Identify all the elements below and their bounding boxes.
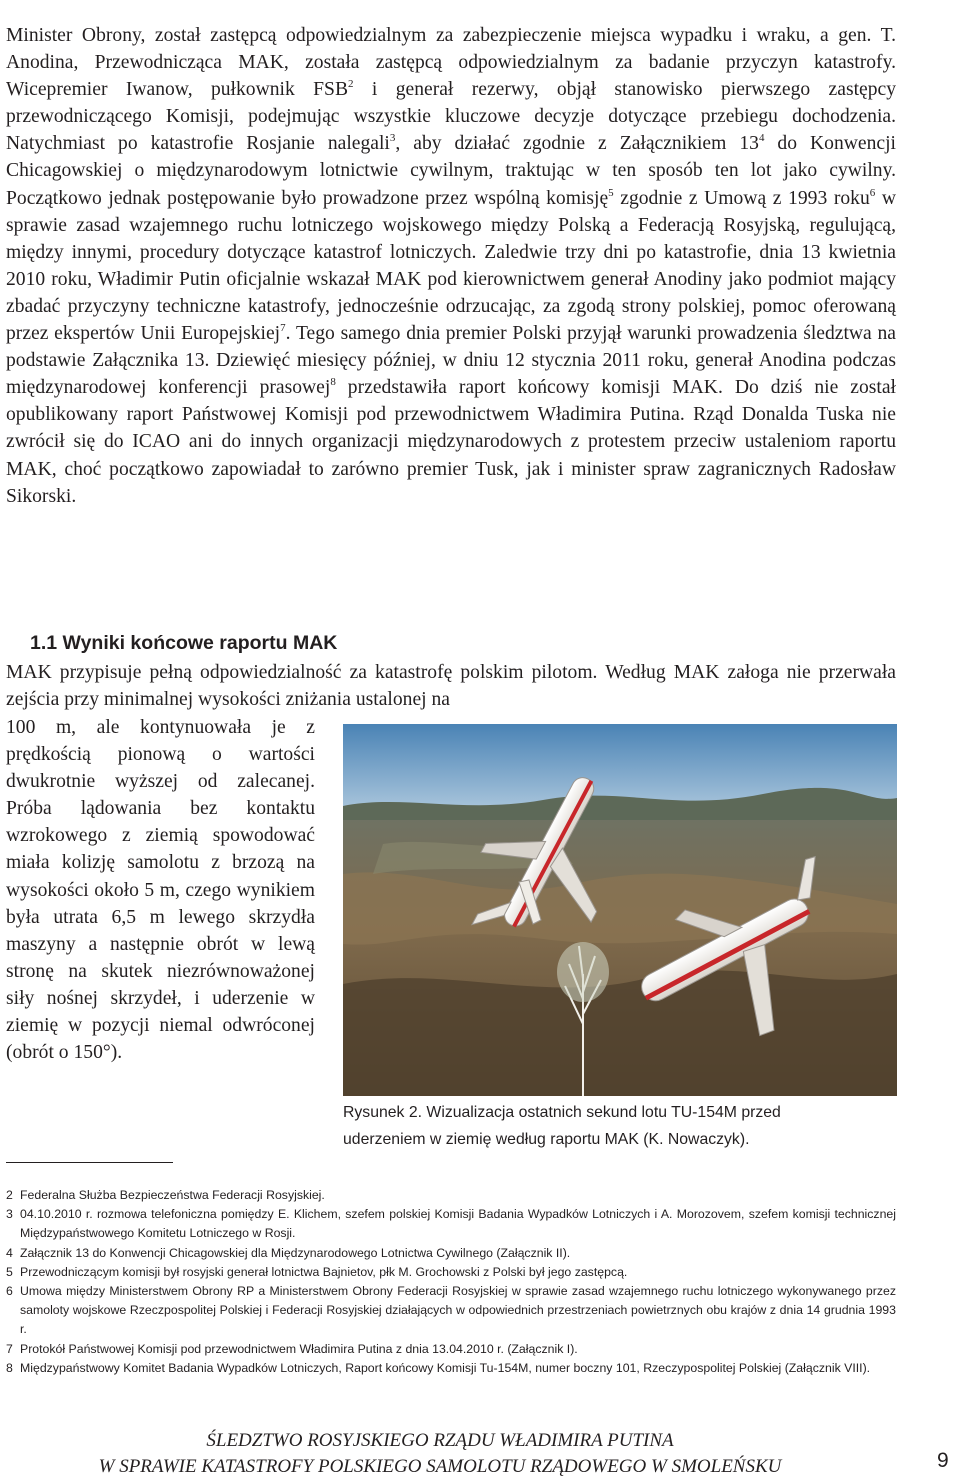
footnote-item [6, 1359, 896, 1378]
footnote-ref-8[interactable]: 8 [330, 376, 336, 389]
section-lead-paragraph: MAK przypisuje pełną odpowiedzialność za katastrofę polskim pilotom. Według MAK załoga nie przerwała zejścia przy minimalnej wysokości zniżania ustalonej na [6, 662, 896, 711]
footnote-number: 4 [6, 1245, 13, 1260]
footnote-text: Przewodniczącym komisji był rosyjski generał lotnictwa Bajnietov, płk M. Grochowski z Polski był jego zastępcą. [20, 1264, 628, 1279]
footnote-number: 3 [6, 1207, 13, 1222]
figure-caption-line: Rysunek 2. Wizualizacja ostatnich sekund lotu TU-154M przed [343, 1104, 781, 1121]
footnote-number: 5 [6, 1264, 13, 1279]
footnote-text: Umowa między Ministerstwem Obrony RP a Ministerstwem Obrony Federacji Rosyjskiej w sprawie zasad wzajemnego ruchu lotniczego wykonywanego przez samoloty wojskowe Rzeczpospolitej Polskiej i Federacji Rosyjskiej działających w odpowiednich przestrzeniach powietrznych obu krajów z dnia 14 grudnia 1993 r. [20, 1284, 896, 1337]
body-paragraph: Minister Obrony, został zastępcą odpowiedzialnym za zabezpieczenie miejsca wypadku i wraku, a gen. T. Anodina, Przewodnicząca MAK, została zastępcą odpowiedzialnym za badanie przyczyn katastrofy. Wicepremier Iwanow, pułkownik FSB$^2$ i generał rezerwy, objął stanowisko pierwszego zastępcy przewodniczącego Komisji, podejmując wszystkie kluczowe decyzje dotyczące przebiegu dochodzenia. Natychmiast po katastrofie Rosjanie nalegali$^3$, aby działać zgodnie z Załącznikiem $13^4$ do Konwencji Chicagowskiej o międzynarodowym lotnictwie cywilnym, traktując w ten sposób ten lot jako cywilny. Początkowo jednak postępowanie było prowadzone przez wspólną komisję$^5$ zgodnie z Umową z 1993 roku$^6$ w sprawie zasad wzajemnego ruchu lotniczego wojskowego między Polską a Federacją Rosyjską, regulującą, między innymi, procedury dotyczące katastrof lotniczych. Zaledwie trzy dni po katastrofie, dnia 13 kwietnia 2010 roku, Władimir Putin oficjalnie wskazał MAK pod kierownictwem generał Anodiny jako podmiot mający zbadać przyczyny techniczne katastrofy, jednocześnie odrzucając, za zgodą strony polskiej, pomoc oferowaną przez ekspertów Unii Europejskiej$^7$. Tego samego dnia premier Polski przyjął warunki prowadzenia śledztwa na podstawie Załącznika 13. Dziewięć miesięcy później, w dniu 12 stycznia 2011 roku, generał Anodina podczas międzynarodowej konferencji prasowej$^8$ przedstawiła raport końcowy komisji MAK. Do dziś nie został opublikowany raport Państwowej Komisji pod przewodnictwem Władimira Putina. Rząd Donalda Tuska nie zwrócił się do ICAO ani do innych organizacji międzynarodowych z protestem przeciw ustaleniom raportu MAK, choć początkowo zapowiadał to zarówno premier Tusk, jak i minister spraw zagranicznych Radosław Sikorski. [6, 25, 897, 507]
figure-caption-line: uderzeniem w ziemię według raportu MAK (K. Nowaczyk). [343, 1130, 750, 1148]
footnote-divider [6, 1162, 173, 1163]
footnote-ref-6[interactable]: 6 [869, 186, 876, 199]
footnote-ref-3[interactable]: 3 [389, 132, 396, 145]
footnote-ref-7[interactable]: 7 [280, 322, 286, 335]
running-footer-line: W SPRAWIE KATASTROFY POLSKIEGO SAMOLOTU RZĄDOWEGO W SMOLEŃSKU [98, 1456, 782, 1477]
footnote-text: 04.10.2010 r. rozmowa telefoniczna pomiędzy E. Klichem, szefem polskiej Komisji Badania Wypadków Lotniczych i A. Morozovem, szefem komisji technicznej Międzypaństwowego Komitetu Lotniczego w Rosji. [20, 1207, 896, 1241]
footnote-item [6, 1244, 896, 1263]
footnote-item [6, 1282, 896, 1340]
footnote-number: 8 [6, 1360, 13, 1375]
footnote-item [6, 1186, 896, 1205]
crash-visualization-image [343, 724, 897, 1096]
footnote-text: Załącznik 13 do Konwencji Chicagowskiej dla Międzynarodowego Lotnictwa Cywilnego (Załącznik II). [20, 1245, 571, 1260]
running-footer [0, 1428, 880, 1480]
footnote-item [6, 1340, 896, 1359]
footnotes-list [6, 1186, 896, 1378]
footnote-ref-2[interactable]: 2 [348, 78, 354, 91]
footnote-text: Federalna Służba Bezpieczeństwa Federacji Rosyjskiej. [20, 1188, 325, 1202]
section-lead-text [6, 659, 896, 713]
body-text [6, 22, 896, 510]
footnote-item [6, 1263, 896, 1282]
figure-caption [343, 1100, 903, 1153]
birch-crown [557, 942, 609, 1002]
footnote-number: 2 [6, 1188, 13, 1202]
running-footer-line: ŚLEDZTWO ROSYJSKIEGO RZĄDU WŁADIMIRA PUTINA [206, 1430, 674, 1451]
footnote-number: 7 [6, 1341, 13, 1356]
ground-patch [343, 970, 897, 1096]
footnote-ref-5[interactable]: 5 [608, 186, 614, 199]
section-heading: 1.1 Wyniki końcowe raportu MAK [30, 632, 338, 654]
page-number: 9 [937, 1449, 949, 1472]
footnote-text: Protokół Państwowej Komisji pod przewodnictwem Władimira Putina z dnia 13.04.2010 r. (Załącznik I). [20, 1341, 578, 1356]
footnote-text: Międzypaństwowy Komitet Badania Wypadków Lotniczych, Raport końcowy Komisji Tu-154M, numer boczny 101, Rzeczypospolitej Polskiej (Załącznik VIII). [20, 1360, 871, 1375]
section-column-paragraph: 100 m, ale kontynuowała je z prędkością pionową o wartości dwukrotnie wyższej od zalecanej. Próba lądowania bez kontaktu wzrokowego z ziemią spowodować miała kolizję samolotu z brzozą na wysokości około 5 m, czego wynikiem była utrata 6,5 m lewego skrzydła maszyny a następnie obrót w lewą stronę na skutek niezrównoważonej siły nośnej skrzydeł, i uderzenie w ziemię w pozycji niemal odwróconej (obrót o 150°). [6, 717, 315, 1064]
section-column-text [6, 714, 315, 1066]
footnote-item [6, 1205, 896, 1243]
footnote-ref-4[interactable]: 4 [758, 132, 765, 145]
figure-crash-visualization [343, 724, 897, 1096]
footnote-number: 6 [6, 1284, 13, 1299]
